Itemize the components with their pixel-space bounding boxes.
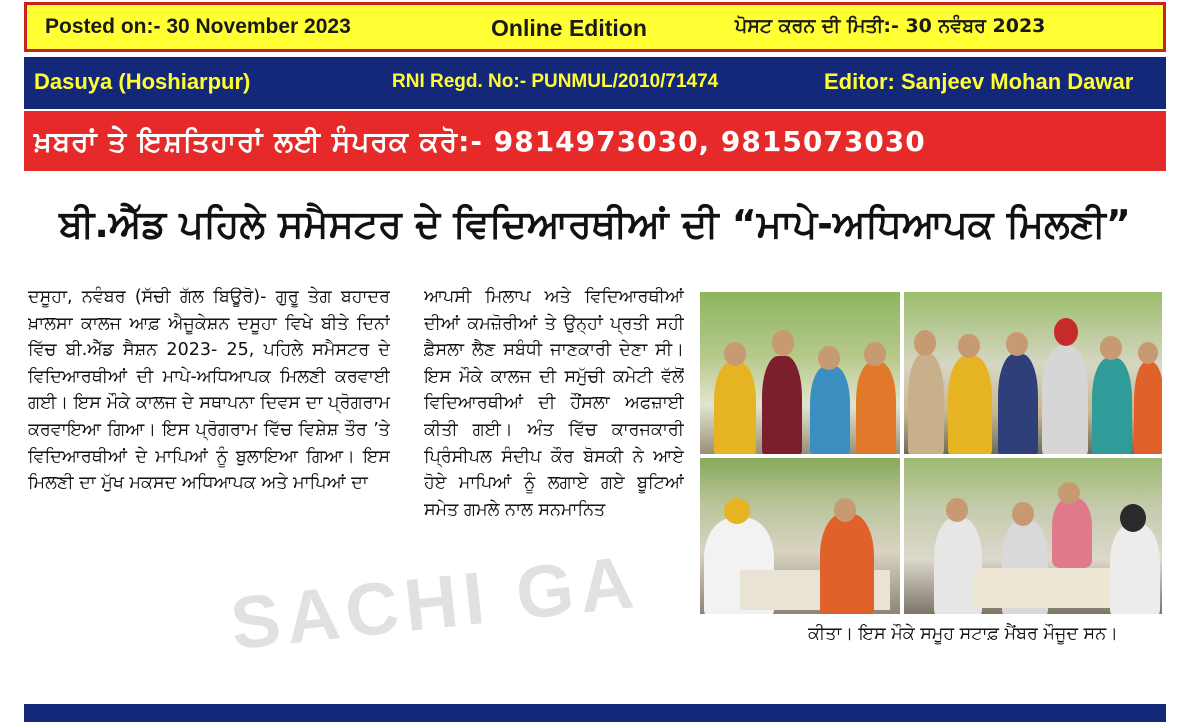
event-photo-3 [698, 456, 902, 616]
article-column-3: ਕੀਤਾ। ਇਸ ਮੌਕੇ ਸਮੂਹ ਸਟਾਫ਼ ਮੈਂਬਰ ਮੌਜੂਦ ਸਨ। [808, 624, 1118, 644]
contact-bar [24, 111, 1166, 171]
masthead-info-bar [24, 57, 1166, 109]
contact-text: ਖ਼ਬਰਾਂ ਤੇ ਇਸ਼ਤਿਹਾਰਾਂ ਲਈ ਸੰਪਰਕ ਕਰੋ:- 9814973030, 9815073030 [34, 125, 926, 158]
posted-date-english: Posted on:- 30 November 2023 [45, 15, 351, 38]
article-column-2: ਆਪਸੀ ਮਿਲਾਪ ਅਤੇ ਵਿਦਿਆਰਥੀਆਂ ਦੀਆਂ ਕਮਜ਼ੋਰੀਆਂ ਤੇ ਉਨ੍ਹਾਂ ਪ੍ਰਤੀ ਸਹੀ ਫ਼ੈਸਲਾ ਲੈਣ ਸਬੰਧੀ ਜਾਣਕਾਰੀ ਦੇਣਾ ਸੀ। ਇਸ ਮੌਕੇ ਕਾਲਜ ਦੀ ਸਮੁੱਚੀ ਕਮੇਟੀ ਵੱਲੋਂ ਵਿਦਿਆਰਥੀਆਂ ਦੀ ਹੌਂਸਲਾ ਅਫਜ਼ਾਈ ਕੀਤੀ ਗਈ। ਅੰਤ ਵਿੱਚ ਕਾਰਜਕਾਰੀ ਪ੍ਰਿੰਸੀਪਲ ਸੰਦੀਪ ਕੌਰ ਬੋਸਕੀ ਨੇ ਆਏ ਹੋਏ ਮਾਪਿਆਂ ਨੂੰ ਲਗਾਏ ਗਏ ਬੂਟਿਆਂ ਸਮੇਤ ਗਮਲੇ ਨਾਲ ਸਨਮਾਨਿਤ [424, 287, 684, 520]
event-photo-2 [902, 290, 1164, 456]
editor-label: Editor: Sanjeev Mohan Dawar [824, 69, 1134, 94]
masthead-top-bar [24, 2, 1166, 52]
edition-label: Online Edition [491, 15, 647, 41]
article-headline: ਬੀ.ਐੱਡ ਪਹਿਲੇ ਸਮੈਸਟਰ ਦੇ ਵਿਦਿਆਰਥੀਆਂ ਦੀ “ਮਾਪੇ-ਅਧਿਆਪਕ ਮਿਲਣੀ” [59, 202, 1131, 246]
posted-date-punjabi: ਪੋਸਟ ਕਰਨ ਦੀ ਮਿਤੀ:- 30 ਨਵੰਬਰ 2023 [735, 15, 1046, 37]
rni-number: RNI Regd. No:- PUNMUL/2010/71474 [392, 71, 719, 92]
article-column-1: ਦਸੂਹਾ, ਨਵੰਬਰ (ਸੱਚੀ ਗੱਲ ਬਿਊਰੋ)- ਗੁਰੂ ਤੇਗ ਬਹਾਦਰ ਖ਼ਾਲਸਾ ਕਾਲਜ ਆਫ਼ ਐਜੂਕੇਸ਼ਨ ਦਸੂਹਾ ਵਿਖੇ ਬੀਤੇ ਦਿਨਾਂ ਵਿੱਚ ਬੀ.ਐੱਡ ਸੈਸ਼ਨ 2023- 25, ਪਹਿਲੇ ਸਮੈਸਟਰ ਦੇ ਵਿਦਿਆਰਥੀਆਂ ਦੀ ਮਾਪੇ-ਅਧਿਆਪਕ ਮਿਲਣੀ ਕਰਵਾਈ ਗਈ। ਇਸ ਮੌਕੇ ਕਾਲਜ ਦੇ ਸਥਾਪਨਾ ਦਿਵਸ ਦਾ ਪ੍ਰੋਗਰਾਮ ਕਰਵਾਇਆ ਗਿਆ। ਇਸ ਪ੍ਰੋਗਰਾਮ ਵਿੱਚ ਵਿਸ਼ੇਸ਼ ਤੌਰ ’ਤੇ ਵਿਦਿਆਰਥੀਆਂ ਦੇ ਮਾਪਿਆਂ ਨੂੰ ਬੁਲਾਇਆ ਗਿਆ। ਇਸ ਮਿਲਣੀ ਦਾ ਮੁੱਖ ਮਕਸਦ ਅਧਿਆਪਕ ਅਤੇ ਮਾਪਿਆਂ ਦਾ [28, 287, 390, 494]
event-photo-4 [902, 456, 1164, 616]
watermark: SACHI GA [226, 539, 644, 666]
location-label: Dasuya (Hoshiarpur) [34, 69, 251, 94]
bottom-bar [24, 704, 1166, 722]
event-photo-1 [698, 290, 902, 456]
